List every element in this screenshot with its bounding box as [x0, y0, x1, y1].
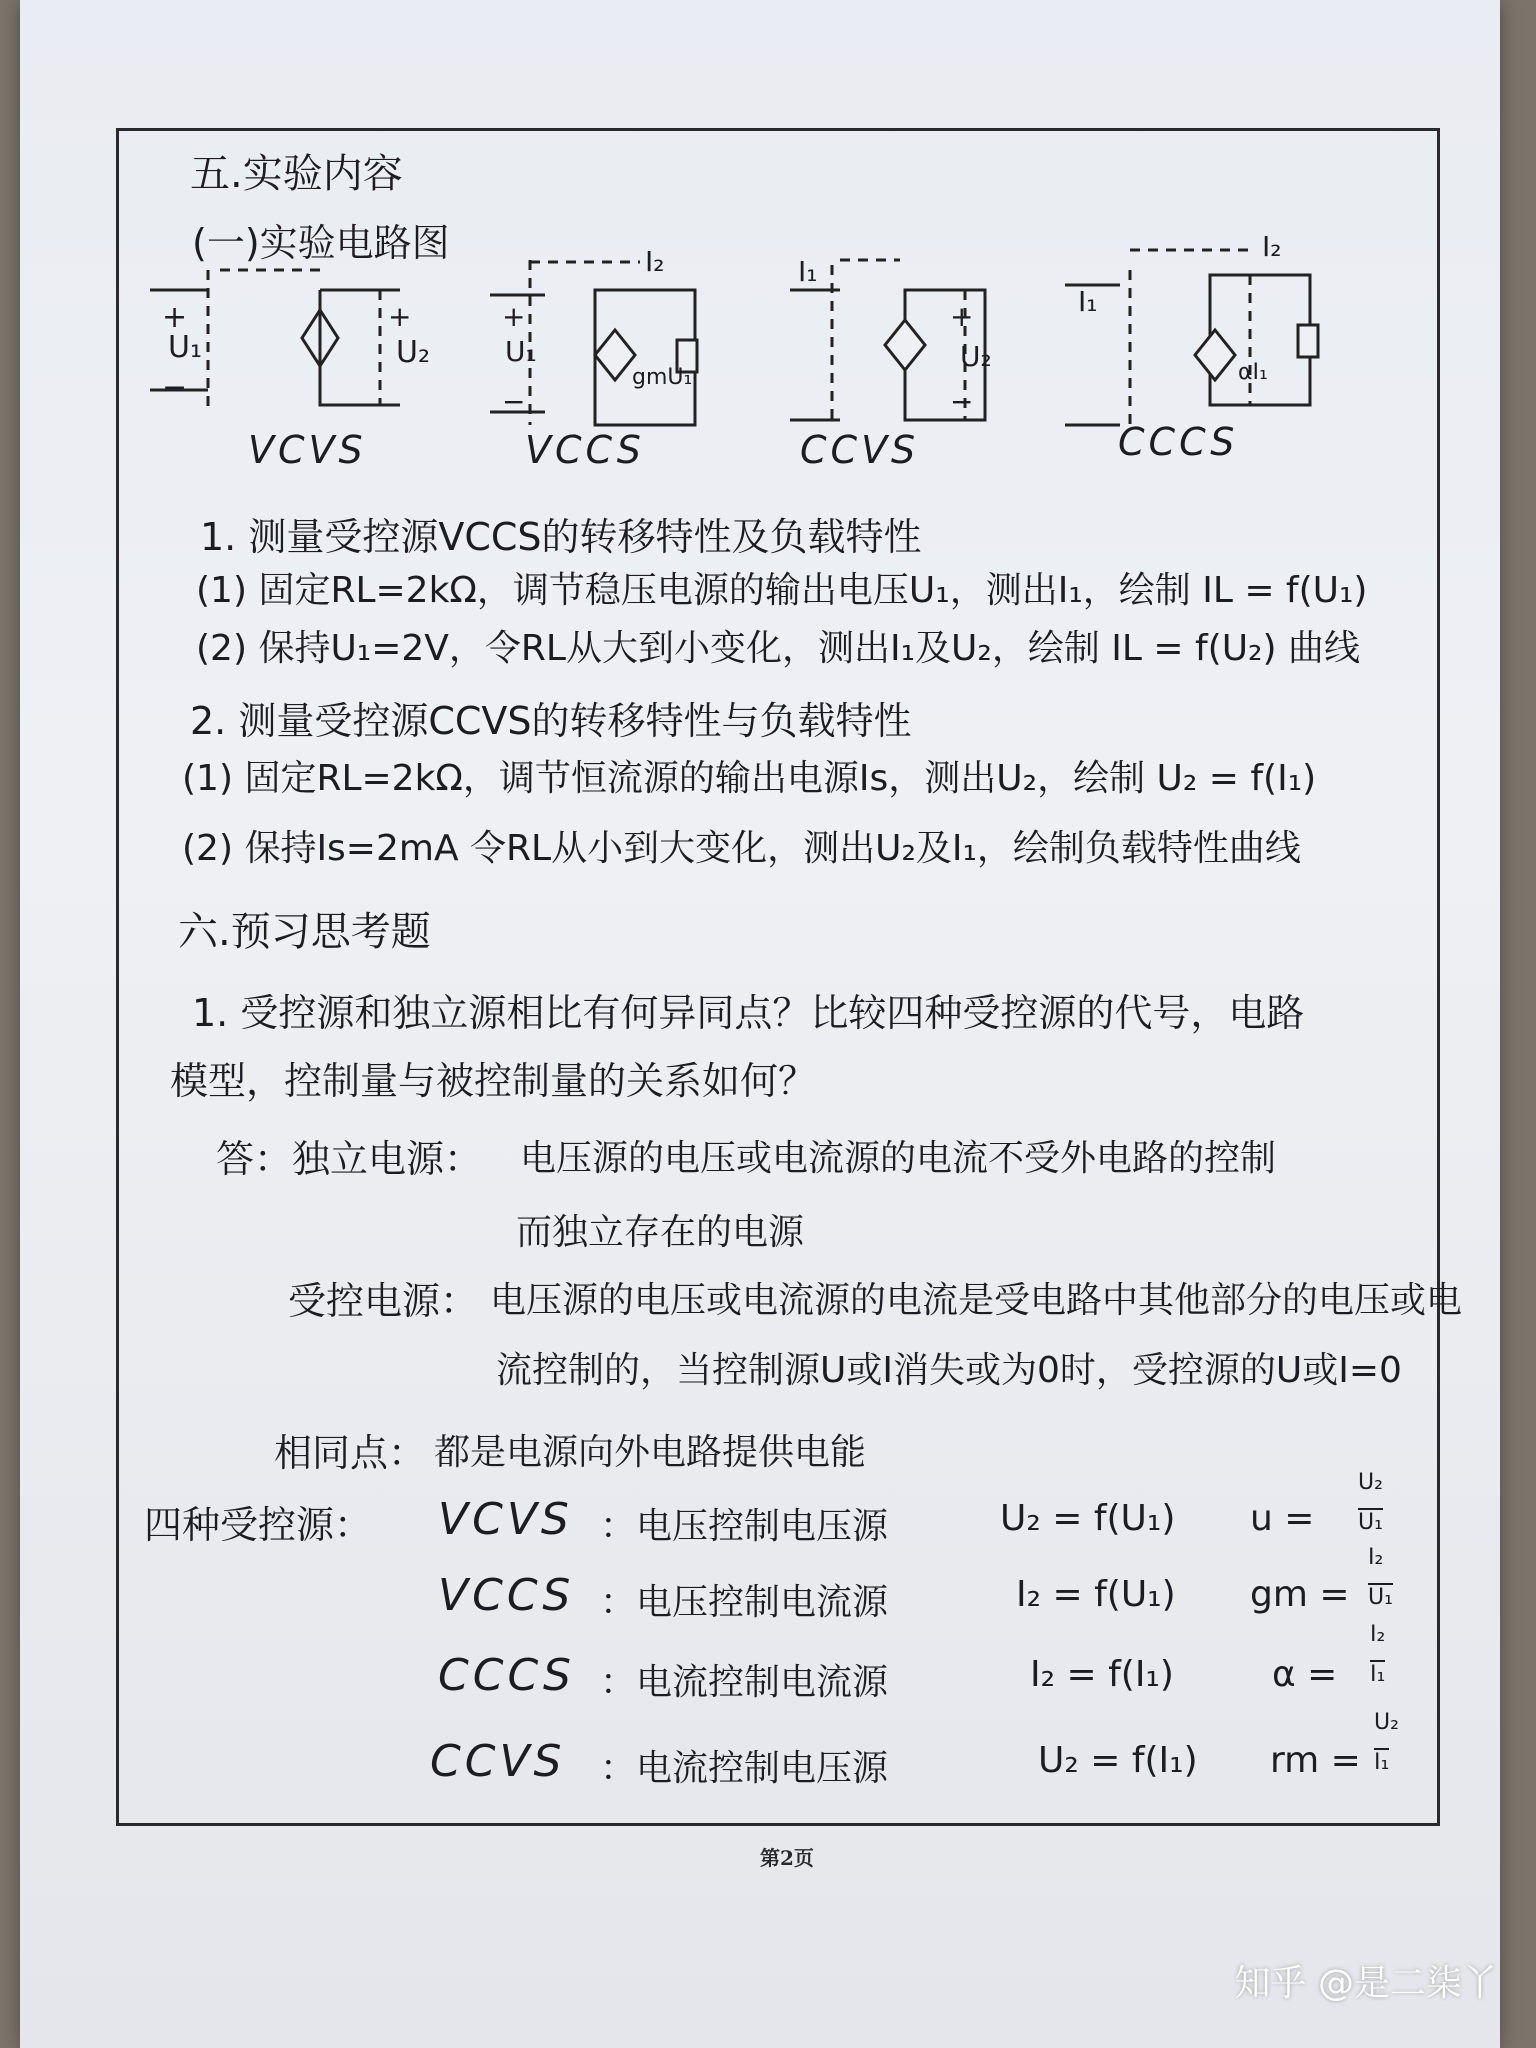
- type-num-vcvs: U₂: [1358, 1470, 1383, 1495]
- type-name-vccs: VCCS: [438, 1570, 575, 1621]
- type-den-cccs: I₁: [1370, 1662, 1386, 1687]
- type-den-vccs: U₁: [1368, 1585, 1393, 1610]
- type-coef-cccs: α =: [1272, 1654, 1338, 1695]
- cccs-top-current: I₂: [1262, 230, 1282, 263]
- section6-title: 六.预习思考题: [178, 909, 431, 955]
- answer-independent-text: 电压源的电压或电流源的电流不受外电路的控制: [520, 1138, 1277, 1179]
- item-1-1: (1) 固定RL=2kΩ，调节稳压电源的输出电压U₁，测出I₁，绘制 IL = f(U₁): [196, 570, 1368, 611]
- item-1: 1. 测量受控源VCCS的转移特性及负载特性: [200, 515, 922, 559]
- section5-subtitle: (一)实验电路图: [192, 221, 450, 265]
- vcvs-in-symbol: U₁: [168, 330, 202, 365]
- type-den-ccvs: I₁: [1374, 1750, 1390, 1775]
- ccvs-out-plus: +: [950, 300, 974, 333]
- type-eq-ccvs: U₂ = f(I₁): [1038, 1740, 1198, 1781]
- answer-controlled-text: 电压源的电压或电流源的电流是受电路中其他部分的电压或电: [490, 1280, 1463, 1321]
- paper-sheet: [20, 0, 1500, 2048]
- same-point-head: 相同点：: [274, 1431, 427, 1475]
- four-sources-head: 四种受控源：: [144, 1503, 373, 1547]
- answer-independent-head: 答：独立电源：: [216, 1137, 483, 1181]
- vcvs-in-plus: +: [162, 300, 188, 335]
- circuit-label-ccvs: CCVS: [800, 428, 920, 472]
- type-desc-vcvs: ：电压控制电压源: [600, 1506, 889, 1547]
- vccs-in-plus: +: [502, 300, 526, 333]
- type-num-ccvs: U₂: [1374, 1710, 1399, 1735]
- type-num-vccs: I₂: [1368, 1545, 1384, 1570]
- type-coef-vccs: gm =: [1250, 1574, 1350, 1615]
- cccs-source: αI₁: [1238, 360, 1268, 385]
- section5-title: 五.实验内容: [190, 151, 403, 197]
- type-den-vcvs: U₁: [1358, 1510, 1383, 1535]
- ccvs-out-minus: −: [950, 385, 974, 418]
- type-desc-vccs: ：电压控制电流源: [600, 1582, 889, 1623]
- circuit-label-vccs: VCCS: [525, 428, 645, 472]
- question-1: 1. 受控源和独立源相比有何异同点？比较四种受控源的代号，电路: [192, 991, 1305, 1035]
- type-num-cccs: I₂: [1370, 1622, 1386, 1647]
- watermark: 知乎 @是二柒丫: [1234, 1963, 1498, 2004]
- same-point-text: 都是电源向外电路提供电能: [434, 1432, 867, 1473]
- answer-controlled-head: 受控电源：: [288, 1279, 479, 1323]
- circuit-label-vcvs: VCVS: [248, 428, 367, 472]
- type-name-vcvs: VCVS: [438, 1494, 573, 1545]
- ccvs-out-symbol: U₂: [960, 340, 992, 373]
- type-desc-ccvs: ：电流控制电压源: [600, 1748, 889, 1789]
- type-desc-cccs: ：电流控制电流源: [600, 1662, 889, 1703]
- vcvs-in-minus: −: [162, 370, 188, 405]
- item-2-1: (1) 固定RL=2kΩ，调节恒流源的输出电源Is，测出U₂，绘制 U₂ = f(I₁): [182, 758, 1317, 799]
- type-eq-cccs: I₂ = f(I₁): [1030, 1654, 1174, 1695]
- type-eq-vcvs: U₂ = f(U₁): [1000, 1498, 1176, 1539]
- type-eq-vccs: I₂ = f(U₁): [1016, 1574, 1176, 1615]
- circuit-label-cccs: CCCS: [1118, 420, 1239, 464]
- vccs-in-symbol: U₁: [505, 335, 537, 368]
- vccs-top-current: I₂: [645, 245, 665, 278]
- answer-independent-text2: 而独立存在的电源: [516, 1212, 805, 1253]
- answer-controlled-text2: 流控制的，当控制源U或I消失或为0时，受控源的U或I=0: [496, 1350, 1402, 1391]
- item-1-2: (2) 保持U₁=2V，令RL从大到小变化，测出I₁及U₂，绘制 IL = f(U₂) 曲线: [196, 628, 1360, 669]
- type-name-cccs: CCCS: [438, 1650, 575, 1701]
- item-2-2: (2) 保持Is=2mA 令RL从小到大变化，测出U₂及I₁，绘制负载特性曲线: [182, 828, 1301, 869]
- ccvs-in-symbol: I₁: [798, 255, 818, 288]
- page-number: 第2页: [760, 1846, 814, 1870]
- vccs-in-minus: −: [502, 385, 526, 418]
- vccs-source: gmU₁: [632, 365, 693, 390]
- item-2: 2. 测量受控源CCVS的转移特性与负载特性: [190, 699, 912, 743]
- type-coef-vcvs: u =: [1250, 1498, 1315, 1539]
- type-name-ccvs: CCVS: [430, 1736, 566, 1787]
- cccs-in-symbol: I₁: [1078, 285, 1098, 318]
- vcvs-out-symbol: U₂: [396, 335, 430, 370]
- type-coef-ccvs: rm =: [1270, 1740, 1361, 1781]
- question-1-cont: 模型，控制量与被控制量的关系如何？: [170, 1059, 817, 1103]
- vcvs-out-plus: +: [388, 300, 412, 333]
